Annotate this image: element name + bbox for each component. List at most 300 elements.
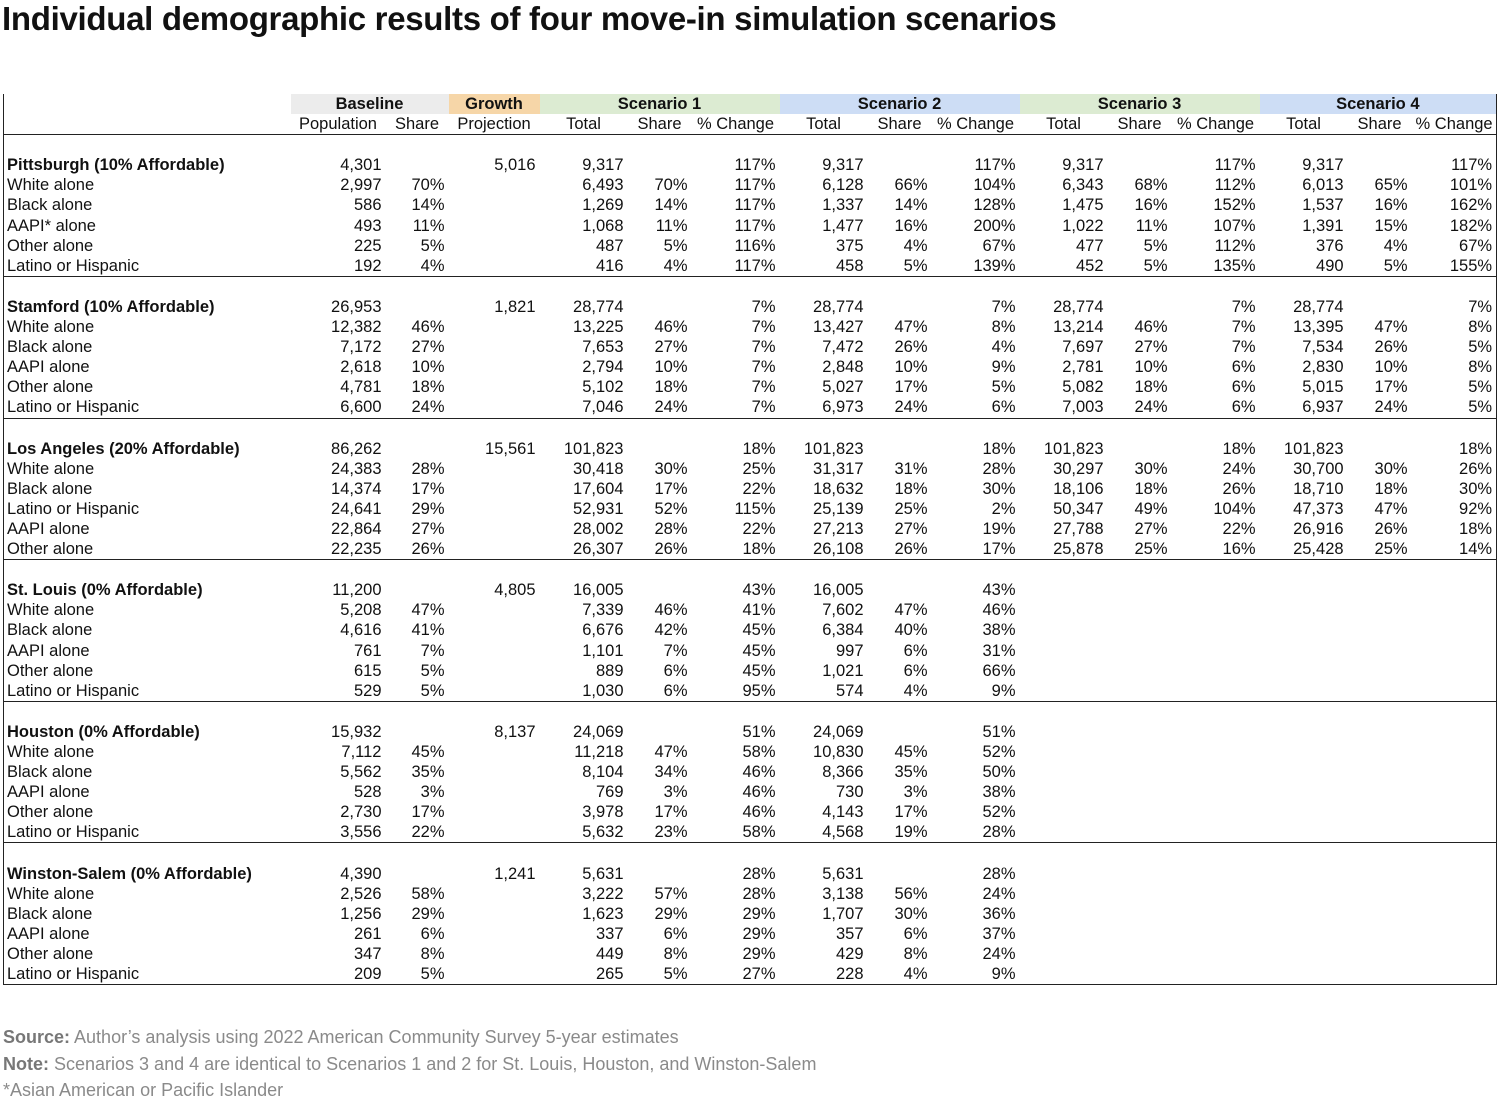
table-cell xyxy=(1108,600,1172,620)
table-cell: 6,384 xyxy=(822,621,864,640)
table-cell xyxy=(1348,924,1412,944)
row-label: Latino or Hispanic xyxy=(4,822,291,843)
table-cell: 6% xyxy=(932,397,1020,418)
table-cell xyxy=(1348,722,1412,742)
table-cell: 6% xyxy=(903,641,928,660)
table-cell: 26% xyxy=(386,539,449,560)
table-cell: 3,556 xyxy=(291,822,386,843)
table-row xyxy=(4,762,1497,782)
table-cell: 27% xyxy=(692,964,780,985)
table-row xyxy=(4,175,1497,195)
footer xyxy=(3,1024,816,1104)
table-row xyxy=(4,337,1497,357)
table-cell: 5% xyxy=(991,378,1016,397)
table-cell: 28,774 xyxy=(813,297,864,316)
table-cell: 6,600 xyxy=(291,397,386,418)
column-header: % Change xyxy=(1172,114,1260,135)
table-cell: 52% xyxy=(654,499,688,518)
table-cell xyxy=(1260,620,1348,640)
table-row xyxy=(4,641,1497,661)
table-cell: 9,317 xyxy=(582,156,624,175)
table-cell: 27% xyxy=(1134,519,1168,538)
table-cell xyxy=(1172,722,1260,742)
results-table xyxy=(3,94,1497,985)
spacer-cell xyxy=(4,701,1497,722)
table-cell: 5,015 xyxy=(1302,378,1344,397)
table-cell xyxy=(868,580,932,600)
table-cell: 112% xyxy=(1214,236,1256,255)
table-cell: 458 xyxy=(780,256,868,277)
table-cell xyxy=(1108,641,1172,661)
table-cell: 17% xyxy=(654,803,688,822)
table-cell: 67% xyxy=(1412,236,1497,256)
note-text: Scenarios 3 and 4 are identical to Scenarios 1 and 2 for St. Louis, Houston, and Winston-Salem xyxy=(49,1053,817,1074)
table-cell: 228 xyxy=(780,964,868,985)
table-cell xyxy=(1020,580,1108,600)
column-header-row xyxy=(4,114,1497,135)
spacer-cell xyxy=(4,276,1497,297)
table-cell: 29% xyxy=(742,904,776,923)
table-cell: 19% xyxy=(868,822,932,843)
table-cell: 7% xyxy=(751,297,776,316)
table-cell xyxy=(1020,944,1108,964)
row-label: White alone xyxy=(4,317,291,337)
table-cell: 28,774 xyxy=(1053,297,1104,316)
table-cell: 14% xyxy=(411,196,445,215)
table-cell: 4% xyxy=(628,256,692,277)
table-cell xyxy=(1108,822,1172,843)
table-cell xyxy=(1260,864,1348,884)
table-cell: 10% xyxy=(894,358,928,377)
table-cell: 117% xyxy=(974,156,1016,175)
table-cell xyxy=(1260,600,1348,620)
row-label: White alone xyxy=(4,742,291,762)
table-cell: 10% xyxy=(411,358,445,377)
table-cell: 28,002 xyxy=(573,519,624,538)
table-cell: 6,676 xyxy=(582,621,624,640)
table-cell xyxy=(449,661,540,681)
table-cell: 27,213 xyxy=(813,519,864,538)
table-cell xyxy=(1260,924,1348,944)
table-cell: 6% xyxy=(663,661,688,680)
table-cell: 38% xyxy=(982,783,1016,802)
table-cell: 17% xyxy=(411,479,445,498)
table-cell: 101,823 xyxy=(563,439,624,458)
table-cell: 615 xyxy=(353,661,382,680)
table-cell xyxy=(449,600,540,620)
table-cell: 7,602 xyxy=(822,601,864,620)
table-cell xyxy=(449,195,540,215)
table-cell: 3,138 xyxy=(822,884,864,903)
table-cell: 1,623 xyxy=(582,904,624,923)
table-cell: 19% xyxy=(982,519,1016,538)
table-cell: 26,108 xyxy=(780,539,868,560)
table-cell xyxy=(1108,439,1172,459)
table-cell: 10% xyxy=(1374,358,1408,377)
table-cell xyxy=(1412,964,1497,985)
table-cell: 5% xyxy=(868,256,932,277)
table-cell: 13,427 xyxy=(813,318,864,337)
table-cell: 2,618 xyxy=(340,358,382,377)
table-cell: 117% xyxy=(1412,155,1497,175)
table-cell: 1,241 xyxy=(494,864,536,883)
column-header: Total xyxy=(1260,114,1348,135)
table-cell: 51% xyxy=(982,722,1016,741)
table-cell xyxy=(1108,904,1172,924)
table-cell xyxy=(449,256,540,277)
table-cell xyxy=(1020,884,1108,904)
table-cell: 7% xyxy=(1412,297,1497,317)
column-header: Total xyxy=(540,114,628,135)
table-cell: 11% xyxy=(655,216,688,235)
table-cell: 1,021 xyxy=(822,661,864,680)
table-cell: 18% xyxy=(742,439,776,458)
table-cell: 1,475 xyxy=(1062,196,1104,215)
table-cell: 8% xyxy=(420,944,445,963)
table-cell: 34% xyxy=(654,763,688,782)
table-cell: 24% xyxy=(868,397,932,418)
table-cell: 52% xyxy=(982,803,1016,822)
table-cell: 357 xyxy=(835,924,864,943)
table-cell: 4,805 xyxy=(494,581,536,600)
table-cell xyxy=(628,297,692,317)
spacer-row xyxy=(4,843,1497,864)
table-cell: 2,794 xyxy=(582,358,624,377)
table-cell: 2,830 xyxy=(1302,358,1344,377)
table-cell xyxy=(1172,864,1260,884)
table-cell xyxy=(868,864,932,884)
table-cell: 2,526 xyxy=(340,884,382,903)
table-cell: 5% xyxy=(628,964,692,985)
table-cell xyxy=(1108,681,1172,702)
city-label: Los Angeles (20% Affordable) xyxy=(4,439,291,459)
row-label: Other alone xyxy=(4,661,291,681)
table-cell: 15,932 xyxy=(331,722,382,741)
table-cell: 761 xyxy=(353,641,382,660)
table-row xyxy=(4,600,1497,620)
table-row xyxy=(4,924,1497,944)
table-cell xyxy=(1412,944,1497,964)
table-cell: 225 xyxy=(353,236,382,255)
table-cell xyxy=(449,762,540,782)
table-cell: 28% xyxy=(982,864,1016,883)
table-cell: 29% xyxy=(654,904,688,923)
table-cell xyxy=(449,782,540,802)
table-cell: 25% xyxy=(894,499,928,518)
row-label: White alone xyxy=(4,175,291,195)
table-cell: 24% xyxy=(1108,397,1172,418)
table-cell: 17% xyxy=(894,378,928,397)
table-cell: 7% xyxy=(1231,318,1256,337)
table-cell: 11% xyxy=(1135,216,1168,235)
table-cell: 182% xyxy=(1412,216,1497,236)
row-label: White alone xyxy=(4,600,291,620)
table-cell xyxy=(1172,802,1260,822)
table-cell xyxy=(1260,661,1348,681)
table-cell xyxy=(1260,904,1348,924)
table-cell: 56% xyxy=(894,884,928,903)
table-cell: 9,317 xyxy=(1302,156,1344,175)
table-cell xyxy=(1348,864,1412,884)
row-label: Latino or Hispanic xyxy=(4,397,291,418)
table-cell: 18,632 xyxy=(813,479,864,498)
spacer-cell xyxy=(4,418,1497,439)
table-cell: 26% xyxy=(894,338,928,357)
table-cell: 18% xyxy=(1222,439,1256,458)
table-cell: 6,493 xyxy=(582,176,624,195)
table-cell: 14% xyxy=(894,196,928,215)
table-cell: 17% xyxy=(1374,378,1408,397)
table-cell: 58% xyxy=(411,884,445,903)
table-cell: 7% xyxy=(1231,297,1256,316)
table-cell xyxy=(1020,600,1108,620)
table-cell: 155% xyxy=(1412,256,1497,277)
table-cell: 5,027 xyxy=(822,378,864,397)
table-cell: 490 xyxy=(1260,256,1348,277)
table-cell xyxy=(1260,822,1348,843)
table-cell xyxy=(1172,904,1260,924)
column-header: Total xyxy=(1020,114,1108,135)
table-cell: 265 xyxy=(540,964,628,985)
table-cell: 7% xyxy=(751,318,776,337)
table-cell: 26% xyxy=(1374,338,1408,357)
column-header: Population xyxy=(291,114,386,135)
table-cell: 30% xyxy=(1374,459,1408,478)
column-header: % Change xyxy=(932,114,1020,135)
column-header: Share xyxy=(386,114,449,135)
table-cell: 8,366 xyxy=(822,763,864,782)
row-label: Latino or Hispanic xyxy=(4,499,291,519)
table-cell: 7,653 xyxy=(582,338,624,357)
table-cell: 41% xyxy=(411,621,445,640)
table-cell xyxy=(1108,742,1172,762)
table-cell: 31,317 xyxy=(813,459,864,478)
table-cell: 11,200 xyxy=(332,581,382,600)
table-cell: 24,069 xyxy=(573,722,624,741)
table-cell xyxy=(1108,155,1172,175)
table-cell xyxy=(1020,864,1108,884)
table-cell: 16,005 xyxy=(573,581,624,600)
table-cell: 5,208 xyxy=(340,601,382,620)
table-cell: 46% xyxy=(1134,318,1168,337)
spacer-row xyxy=(4,135,1497,156)
table-cell: 18% xyxy=(1134,378,1168,397)
table-cell: 26,307 xyxy=(540,539,628,560)
table-cell: 40% xyxy=(894,621,928,640)
table-cell xyxy=(449,337,540,357)
table-cell: 28% xyxy=(654,519,688,538)
table-cell: 7% xyxy=(751,358,776,377)
corner-cell xyxy=(4,114,291,135)
chart-title: Individual demographic results of four move-in simulation scenarios xyxy=(2,0,1057,37)
table-cell xyxy=(1412,782,1497,802)
table-cell xyxy=(1260,580,1348,600)
table-cell: 7% xyxy=(420,641,445,660)
table-cell: 6% xyxy=(903,661,928,680)
table-cell: 116% xyxy=(734,236,776,255)
row-label: White alone xyxy=(4,459,291,479)
table-cell: 27% xyxy=(1134,338,1168,357)
column-header: Projection xyxy=(449,114,540,135)
table-cell: 1,256 xyxy=(340,904,382,923)
table-cell: 8% xyxy=(903,944,928,963)
table-cell: 7,112 xyxy=(341,743,382,761)
table-cell xyxy=(1020,722,1108,742)
table-cell: 15% xyxy=(1374,216,1408,235)
table-cell: 29% xyxy=(742,924,776,943)
table-cell: 4,616 xyxy=(340,621,382,640)
table-cell xyxy=(628,864,692,884)
table-cell xyxy=(1108,782,1172,802)
table-cell: 45% xyxy=(742,621,776,640)
table-cell xyxy=(1020,762,1108,782)
table-cell: 730 xyxy=(835,783,864,802)
table-cell xyxy=(1172,742,1260,762)
note-label: Note: xyxy=(3,1053,49,1074)
table-cell: 24% xyxy=(386,397,449,418)
table-cell xyxy=(868,722,932,742)
table-cell: 6% xyxy=(663,924,688,943)
table-row xyxy=(4,944,1497,964)
table-row xyxy=(4,539,1497,560)
table-cell: 17% xyxy=(894,803,928,822)
table-cell xyxy=(1348,782,1412,802)
table-cell xyxy=(628,155,692,175)
table-cell xyxy=(1348,439,1412,459)
table-cell: 23% xyxy=(628,822,692,843)
table-cell: 2,730 xyxy=(340,803,382,822)
table-cell: 66% xyxy=(982,661,1016,680)
table-cell: 3% xyxy=(663,783,688,802)
table-cell: 112% xyxy=(1214,176,1256,195)
table-cell xyxy=(1348,884,1412,904)
row-label: Black alone xyxy=(4,904,291,924)
table-cell: 31% xyxy=(894,459,928,478)
table-cell xyxy=(1020,782,1108,802)
table-cell: 7,046 xyxy=(540,397,628,418)
table-cell: 11% xyxy=(412,216,445,235)
table-cell: 47,373 xyxy=(1293,499,1344,518)
table-cell xyxy=(1020,620,1108,640)
table-cell xyxy=(449,884,540,904)
column-header: Share xyxy=(868,114,932,135)
table-cell: 1,707 xyxy=(822,904,864,923)
table-cell: 35% xyxy=(411,763,445,782)
table-cell xyxy=(449,216,540,236)
table-cell: 30% xyxy=(982,479,1016,498)
table-cell xyxy=(1348,580,1412,600)
table-cell xyxy=(868,155,932,175)
table-cell: 769 xyxy=(595,783,624,802)
table-cell: 30,700 xyxy=(1293,459,1344,478)
table-cell: 45% xyxy=(894,743,928,761)
table-row xyxy=(4,195,1497,215)
table-cell: 27% xyxy=(411,338,445,357)
table-cell: 4% xyxy=(386,256,449,277)
table-cell: 11,218 xyxy=(574,743,624,761)
table-cell: 7% xyxy=(991,297,1016,316)
table-cell: 107% xyxy=(1213,216,1256,235)
table-cell: 3,978 xyxy=(582,803,624,822)
table-cell xyxy=(449,175,540,195)
table-cell: 416 xyxy=(540,256,628,277)
table-cell: 47% xyxy=(894,318,928,337)
table-cell: 18% xyxy=(1374,479,1408,498)
table-cell: 18,106 xyxy=(1053,479,1104,498)
table-cell: 26% xyxy=(868,539,932,560)
table-cell: 25,139 xyxy=(813,499,864,518)
table-cell xyxy=(1348,964,1412,985)
table-cell: 18% xyxy=(654,378,688,397)
table-cell xyxy=(449,742,540,762)
table-cell: 1,391 xyxy=(1302,216,1344,235)
row-label: Other alone xyxy=(4,539,291,560)
table-cell xyxy=(1020,681,1108,702)
table-cell xyxy=(449,377,540,397)
table-cell xyxy=(449,519,540,539)
table-cell: 4,568 xyxy=(780,822,868,843)
table-cell: 5,016 xyxy=(494,156,536,175)
table-row xyxy=(4,459,1497,479)
table-cell xyxy=(1108,722,1172,742)
table-cell xyxy=(1172,944,1260,964)
table-cell xyxy=(449,924,540,944)
table-cell: 13,225 xyxy=(573,318,624,337)
table-cell: 104% xyxy=(973,176,1016,195)
column-group-row xyxy=(4,94,1497,114)
column-group-header: Scenario 2 xyxy=(780,94,1020,114)
table-cell xyxy=(1108,944,1172,964)
table-row xyxy=(4,681,1497,702)
table-cell: 117% xyxy=(1214,156,1256,175)
table-cell: 5,632 xyxy=(540,822,628,843)
table-cell: 24,383 xyxy=(331,459,382,478)
table-cell xyxy=(1020,904,1108,924)
table-cell: 28,774 xyxy=(573,297,624,316)
table-cell xyxy=(1172,620,1260,640)
city-label: Stamford (10% Affordable) xyxy=(4,297,291,317)
table-cell xyxy=(1020,641,1108,661)
table-cell: 9,317 xyxy=(822,156,864,175)
table-cell: 41% xyxy=(742,601,776,620)
table-cell: 1,821 xyxy=(494,297,536,316)
spacer-row xyxy=(4,560,1497,581)
column-header: Share xyxy=(1348,114,1412,135)
table-cell: 347 xyxy=(353,944,382,963)
table-cell xyxy=(386,439,449,459)
table-cell: 92% xyxy=(1412,499,1497,519)
table-cell: 375 xyxy=(835,236,864,255)
row-label: Black alone xyxy=(4,479,291,499)
table-cell xyxy=(868,297,932,317)
table-cell xyxy=(1260,884,1348,904)
table-cell: 4,143 xyxy=(822,803,864,822)
table-cell: 24,641 xyxy=(331,499,382,518)
table-cell: 28% xyxy=(411,459,445,478)
table-cell: 47% xyxy=(411,601,445,620)
table-cell xyxy=(1348,297,1412,317)
table-cell: 7% xyxy=(751,378,776,397)
table-cell: 2,781 xyxy=(1062,358,1104,377)
table-cell: 27% xyxy=(654,338,688,357)
table-cell: 46% xyxy=(654,318,688,337)
table-cell: 47% xyxy=(654,743,688,761)
column-group-header: Growth xyxy=(449,94,540,114)
table-cell xyxy=(628,722,692,742)
table-cell: 24% xyxy=(982,884,1016,903)
table-row xyxy=(4,742,1497,762)
table-cell: 5% xyxy=(386,681,449,702)
